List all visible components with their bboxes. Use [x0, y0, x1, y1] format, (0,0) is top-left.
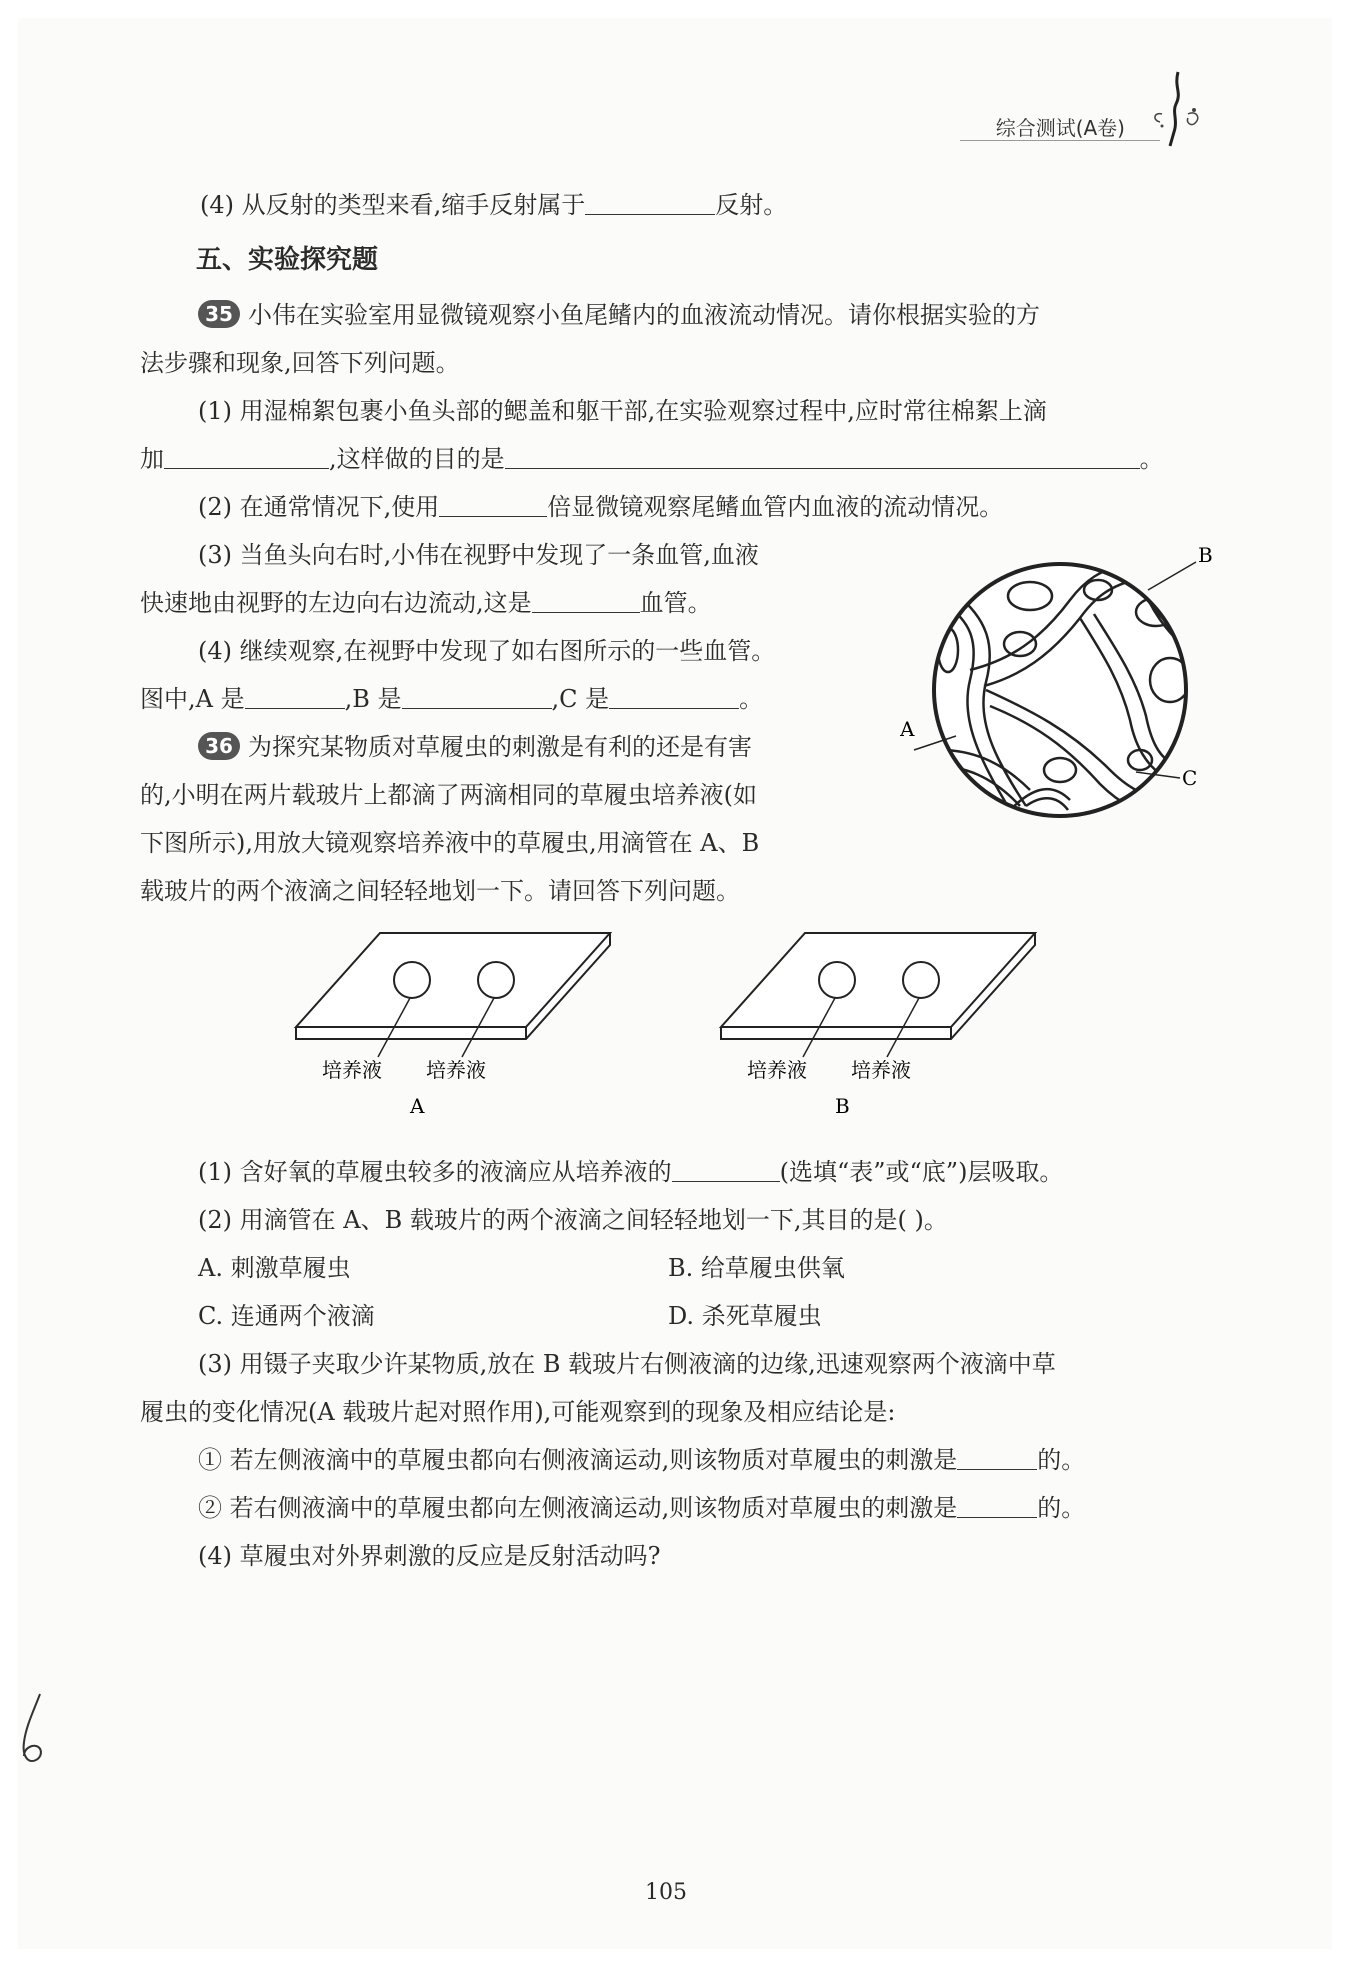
q35-part2-a: (2) 在通常情况下,使用: [198, 493, 440, 521]
q36-part3-b: 履虫的变化情况(A 载玻片起对照作用),可能观察到的现象及相应结论是:: [140, 1398, 896, 1426]
q35-part1-b: [140, 435, 1164, 483]
q35-part4-a: (4) 继续观察,在视野中发现了如右图所示的一些血管。: [198, 637, 776, 665]
q35-part3-b: [140, 579, 712, 627]
answer-blank: [957, 1445, 1037, 1470]
page-number: 105: [645, 1880, 687, 1905]
q34-part4-end: 反射。: [715, 191, 788, 219]
figure-label-c: C: [1182, 766, 1198, 790]
q35-part4-b1: 图中,A 是: [140, 685, 245, 713]
q36-intro-4: 载玻片的两个液滴之间轻轻地划一下。请回答下列问题。: [140, 877, 740, 905]
q35-intro-b: 法步骤和现象,回答下列问题。: [140, 349, 460, 377]
slide-a-drop-right-label: 培养液: [426, 1058, 486, 1082]
q36-part4: (4) 草履虫对外界刺激的反应是反射活动吗?: [198, 1542, 661, 1570]
q36-option-d: D. 杀死草履虫: [668, 1302, 822, 1330]
q36-part3-a: (3) 用镊子夹取少许某物质,放在 B 载玻片右侧液滴的边缘,迅速观察两个液滴中草: [198, 1350, 1056, 1378]
q36-conclusion-1-text: ① 若左侧液滴中的草履虫都向右侧液滴运动,则该物质对草履虫的刺激是: [198, 1446, 958, 1474]
q36-intro-3: 下图所示),用放大镜观察培养液中的草履虫,用滴管在 A、B: [140, 829, 760, 857]
section-heading: 五、实验探究题: [196, 245, 379, 275]
answer-blank: [585, 190, 715, 215]
q36-option-a: A. 刺激草履虫: [198, 1254, 351, 1282]
q35-intro: [198, 291, 1040, 339]
figure-label-b: B: [1198, 543, 1213, 567]
answer-blank: [505, 444, 1140, 469]
q36-part1-b: (选填“表”或“底”)层吸取。: [779, 1158, 1064, 1186]
q35-part4-b3: ,C 是: [551, 685, 610, 713]
q36-number-badge: 36: [198, 732, 240, 760]
q36-intro-1: [198, 723, 752, 771]
q35-part3-b1: 快速地由视野的左边向右边流动,这是: [140, 589, 532, 617]
q35-part1-a: (1) 用湿棉絮包裹小鱼头部的鳃盖和躯干部,在实验观察过程中,应时常往棉絮上滴: [198, 397, 1047, 425]
ornament-icon: [1148, 70, 1208, 150]
slide-b-drop-left-label: 培养液: [747, 1058, 807, 1082]
q36-conclusion-1-end: 的。: [1037, 1446, 1086, 1474]
header-rule: [960, 140, 1160, 141]
q36-option-b: B. 给草履虫供氧: [668, 1254, 845, 1282]
q35-number-badge: 35: [198, 300, 240, 328]
answer-blank: [245, 684, 345, 709]
q36-part2: (2) 用滴管在 A、B 载玻片的两个液滴之间轻轻地划一下,其目的是( )。: [198, 1206, 948, 1234]
answer-blank: [439, 492, 547, 517]
answer-blank: [957, 1493, 1037, 1518]
q35-part2-b: 倍显微镜观察尾鳍血管内血液的流动情况。: [547, 493, 1004, 521]
q36-option-c: C. 连通两个液滴: [198, 1302, 375, 1330]
q35-part3-a: (3) 当鱼头向右时,小伟在视野中发现了一条血管,血液: [198, 541, 759, 569]
q35-part4-b4: 。: [739, 685, 764, 713]
blood-vessel-figure: [900, 540, 1220, 840]
q34-part4: [200, 181, 787, 229]
answer-blank: [672, 1157, 780, 1182]
q36-intro-1-text: 为探究某物质对草履虫的刺激是有利的还是有害: [248, 733, 752, 761]
q36-conclusion-1: [198, 1436, 1085, 1484]
q35-part1-b1: 加: [140, 445, 164, 473]
answer-blank: [402, 684, 552, 709]
q35-part4-b2: ,B 是: [344, 685, 402, 713]
q35-part1-b2: ,这样做的目的是: [329, 445, 505, 473]
q36-intro-2: 的,小明在两片载玻片上都滴了两滴相同的草履虫培养液(如: [140, 781, 757, 809]
q36-conclusion-2-text: ② 若右侧液滴中的草履虫都向左侧液滴运动,则该物质对草履虫的刺激是: [198, 1494, 958, 1522]
q36-part1: [198, 1148, 1063, 1196]
answer-blank: [164, 444, 329, 469]
q35-part1-b3: 。: [1139, 445, 1164, 473]
figure-label-a: A: [900, 717, 915, 741]
q34-part4-text: (4) 从反射的类型来看,缩手反射属于: [200, 191, 586, 219]
q35-part3-b2: 血管。: [639, 589, 712, 617]
q35-part4-b: [140, 675, 763, 723]
q35-part2: [198, 483, 1003, 531]
slide-b-drop-right-label: 培养液: [851, 1058, 911, 1082]
q35-intro-a: 小伟在实验室用显微镜观察小鱼尾鳍内的血液流动情况。请你根据实验的方: [248, 301, 1040, 329]
header-title: 综合测试(A卷): [995, 116, 1125, 140]
q36-conclusion-2: [198, 1484, 1085, 1532]
handwritten-mark: [14, 1690, 54, 1770]
slide-a-label: A: [410, 1094, 425, 1118]
slide-b-label: B: [835, 1094, 850, 1118]
slide-figure-b: [715, 925, 1045, 1125]
q36-conclusion-2-end: 的。: [1037, 1494, 1086, 1522]
answer-blank: [609, 684, 739, 709]
q36-part1-a: (1) 含好氧的草履虫较多的液滴应从培养液的: [198, 1158, 672, 1186]
answer-blank: [532, 588, 640, 613]
slide-a-drop-left-label: 培养液: [322, 1058, 382, 1082]
slide-figure-a: [290, 925, 620, 1125]
